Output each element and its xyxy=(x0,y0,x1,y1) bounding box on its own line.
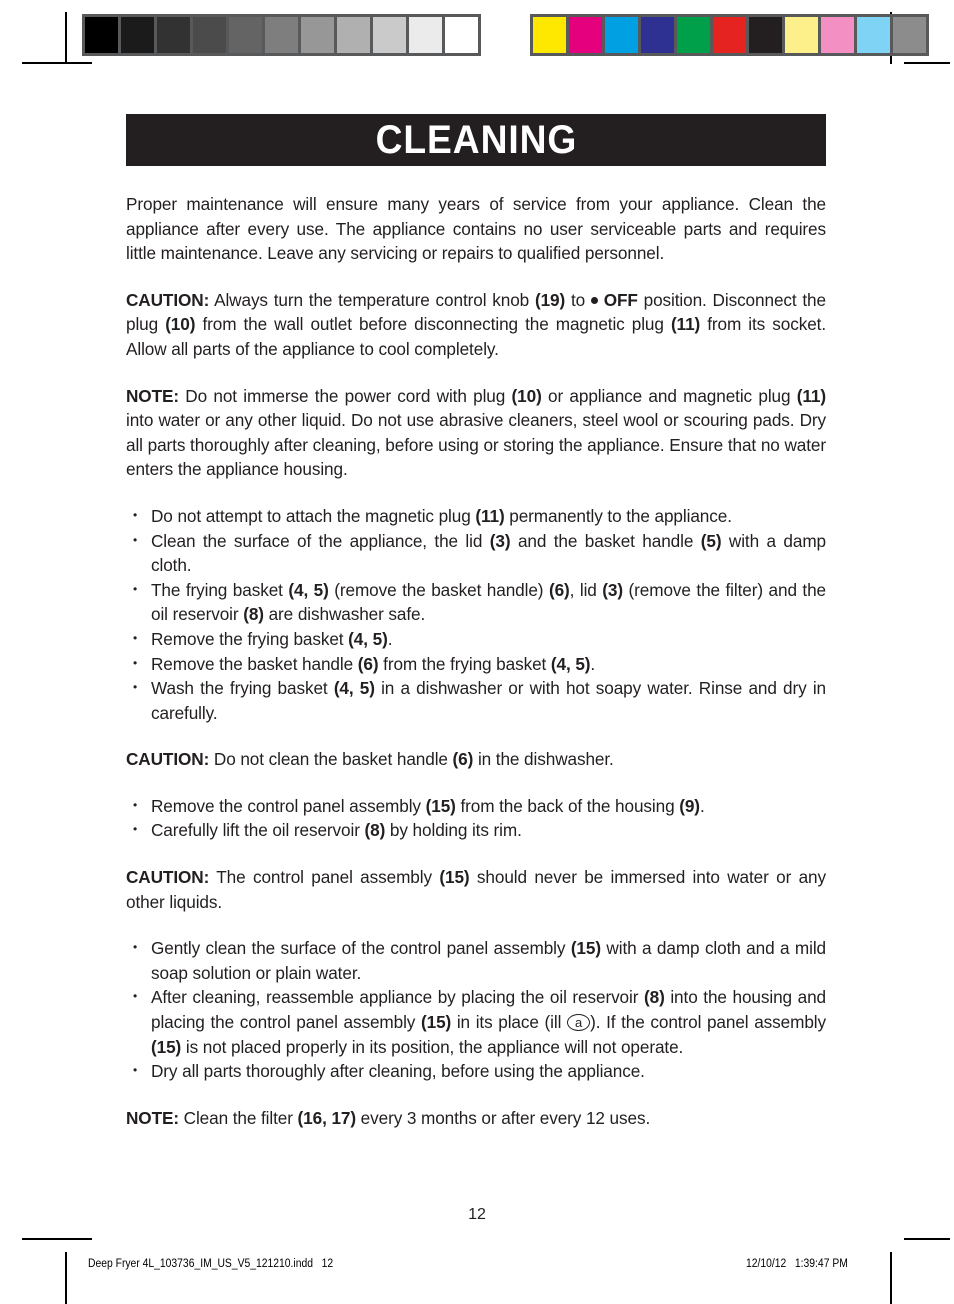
note-paragraph-2 xyxy=(126,1106,826,1131)
list-2-item-2-text-b: by holding its rim. xyxy=(385,820,522,841)
caution-1-text-e: from its socket. Allow all parts of the appliance to cool completely. xyxy=(126,314,827,359)
color-swatch-8 xyxy=(785,17,818,53)
footer-file-slug: Deep Fryer 4L_103736_IM_US_V5_121210.indd 12 xyxy=(88,1258,334,1270)
list-1-item-2-text-b: and the basket handle xyxy=(510,530,701,551)
list-item xyxy=(126,578,826,627)
list-3-item-2-text-b: into the housing and placing the control panel assembly xyxy=(151,987,826,1033)
note-1-text-a: Do not immerse the power cord with plug xyxy=(178,385,512,406)
color-swatch-10 xyxy=(857,17,890,53)
note-2-ref-16-17: (16, 17) xyxy=(297,1107,356,1128)
caution-1-ref-19: (19) xyxy=(534,289,566,310)
caution-paragraph-3 xyxy=(126,865,826,914)
color-swatch-5 xyxy=(677,17,710,53)
color-swatch-6 xyxy=(713,17,746,53)
page-content xyxy=(126,114,826,1130)
grayscale-swatch-8 xyxy=(337,17,370,53)
caution-2-ref-6: (6) xyxy=(452,749,474,770)
grayscale-swatch-5 xyxy=(229,17,262,53)
list-item xyxy=(126,936,826,985)
caution-1-text-c: position. Disconnect the plug xyxy=(126,289,826,335)
list-item xyxy=(126,504,826,529)
grayscale-swatch-1 xyxy=(85,17,118,53)
list-1-item-3-ref-a: (4, 5) xyxy=(288,579,329,600)
list-1-item-5-ref-b: (4, 5) xyxy=(550,653,591,674)
grayscale-calibration-bar xyxy=(82,14,481,56)
color-swatch-9 xyxy=(821,17,854,53)
list-1-item-2-text-a: Clean the surface of the appliance, the lid xyxy=(151,530,490,551)
list-1-item-3-ref-b: (6) xyxy=(548,579,570,600)
grayscale-swatch-9 xyxy=(373,17,406,53)
list-1-item-5-text-b: from the frying basket xyxy=(378,653,551,674)
list-item xyxy=(126,627,826,652)
list-1-item-6-text-a: Wash the frying basket xyxy=(151,678,334,699)
color-swatch-2 xyxy=(569,17,602,53)
grayscale-swatch-2 xyxy=(121,17,154,53)
list-1-item-4-text-b: . xyxy=(387,628,393,649)
list-1-item-3-text-c: , lid xyxy=(569,579,603,600)
color-swatch-3 xyxy=(605,17,638,53)
note-1-label: NOTE: xyxy=(126,385,179,406)
crop-mark-bottom-left-horizontal xyxy=(22,1238,92,1240)
list-1-item-1-ref: (11) xyxy=(475,505,505,526)
intro-paragraph xyxy=(126,192,826,266)
list-1-item-6-text-b: in a dishwasher or with hot soapy water. Rinse and dry in carefully. xyxy=(151,678,827,723)
list-item xyxy=(126,985,826,1059)
list-3-item-1-text-b: with a damp cloth and a mild soap solution or plain water. xyxy=(151,938,827,983)
caution-3-label: CAUTION: xyxy=(126,867,210,888)
list-1-item-3-text-d: (remove the filter) and the oil reservoir xyxy=(151,579,827,625)
list-3-item-2-text-c: in its place (ill xyxy=(451,1012,567,1033)
off-position-dot-icon xyxy=(591,297,598,304)
list-1-item-4-ref: (4, 5) xyxy=(348,628,388,649)
list-2-item-2-ref: (8) xyxy=(364,820,386,841)
caution-2-text-b: in the dishwasher. xyxy=(473,749,614,770)
caution-1-ref-11: (11) xyxy=(670,314,701,335)
caution-3-ref-15: (15) xyxy=(439,867,470,888)
list-item xyxy=(126,676,826,725)
crop-mark-bottom-right-horizontal xyxy=(904,1238,950,1240)
cleaning-steps-list-1 xyxy=(126,504,826,725)
footer-timestamp: 12/10/12 1:39:47 PM xyxy=(746,1258,848,1270)
note-2-text-b: every 3 months or after every 12 uses. xyxy=(355,1107,651,1128)
list-1-item-5-ref-a: (6) xyxy=(357,653,379,674)
list-1-item-3-text-a: The frying basket xyxy=(151,579,289,600)
page-title: CLEANING xyxy=(375,118,577,162)
list-1-item-2-ref-b: (5) xyxy=(700,530,722,551)
crop-mark-bottom-left-vertical xyxy=(65,1252,67,1304)
caution-paragraph-2 xyxy=(126,747,826,772)
color-swatch-7 xyxy=(749,17,782,53)
color-calibration-bar xyxy=(530,14,929,56)
list-item xyxy=(126,794,826,819)
note-paragraph-1 xyxy=(126,384,826,482)
grayscale-swatch-11 xyxy=(445,17,478,53)
grayscale-swatch-7 xyxy=(301,17,334,53)
caution-1-label: CAUTION: xyxy=(126,289,210,310)
caution-2-label: CAUTION: xyxy=(126,749,210,770)
note-2-text-a: Clean the filter xyxy=(178,1107,298,1128)
list-2-item-1-ref-a: (15) xyxy=(425,795,456,816)
color-swatch-1 xyxy=(533,17,566,53)
color-swatch-11 xyxy=(893,17,926,53)
list-3-item-2-text-e: is not placed properly in its position, the appliance will not operate. xyxy=(181,1036,684,1057)
list-1-item-3-ref-c: (3) xyxy=(602,579,624,600)
grayscale-swatch-6 xyxy=(265,17,298,53)
list-3-item-2-ref-c: (15) xyxy=(151,1036,182,1057)
cleaning-steps-list-2 xyxy=(126,794,826,843)
list-1-item-1-text-b: permanently to the appliance. xyxy=(504,505,732,526)
list-1-item-5-text-c: . xyxy=(590,653,596,674)
list-2-item-1-text-b: from the back of the housing xyxy=(455,795,680,816)
caution-1-off-label: OFF xyxy=(603,289,638,310)
list-2-item-1-ref-b: (9) xyxy=(679,795,700,816)
caution-3-text-a: The control panel assembly xyxy=(209,867,440,888)
list-1-item-3-ref-d: (8) xyxy=(243,604,264,625)
crop-mark-top-left-horizontal xyxy=(22,62,92,64)
list-3-item-3-text: Dry all parts thoroughly after cleaning, before using the appliance. xyxy=(151,1061,645,1082)
color-swatch-4 xyxy=(641,17,674,53)
page-number: 12 xyxy=(468,1206,486,1223)
list-3-item-1-ref: (15) xyxy=(570,938,601,959)
intro-text: Proper maintenance will ensure many years of service from your appliance. Clean the appliance after every use. The appliance contains no user serviceable parts and requires little maintenance. Leave any servicing or repairs to qualified personnel. xyxy=(126,194,826,264)
grayscale-swatch-10 xyxy=(409,17,442,53)
grayscale-swatch-4 xyxy=(193,17,226,53)
list-3-item-2-ref-a: (8) xyxy=(644,987,665,1008)
crop-mark-top-left-vertical xyxy=(65,12,67,64)
caution-1-text-a: Always turn the temperature control knob xyxy=(209,289,535,310)
note-2-label: NOTE: xyxy=(126,1107,179,1128)
caution-1-text-d: from the wall outlet before disconnecting the magnetic plug xyxy=(195,314,671,335)
list-2-item-2-text-a: Carefully lift the oil reservoir xyxy=(151,820,365,841)
illustration-ref-oval-a: a xyxy=(567,1014,590,1031)
list-item xyxy=(126,1059,826,1084)
cleaning-steps-list-3 xyxy=(126,936,826,1084)
list-item xyxy=(126,529,826,578)
list-1-item-3-text-e: are dishwasher safe. xyxy=(263,604,426,625)
caution-2-text-a: Do not clean the basket handle xyxy=(209,749,453,770)
list-1-item-1-text-a: Do not attempt to attach the magnetic plug xyxy=(151,505,476,526)
list-3-item-2-ref-b: (15) xyxy=(420,1012,452,1033)
caution-1-ref-10: (10) xyxy=(165,314,196,335)
list-1-item-2-ref-a: (3) xyxy=(489,530,511,551)
caution-3-text-b: should never be immersed into water or any other liquids. xyxy=(126,867,826,912)
list-2-item-1-text-a: Remove the control panel assembly xyxy=(151,795,426,816)
grayscale-swatch-3 xyxy=(157,17,190,53)
list-3-item-2-text-a: After cleaning, reassemble appliance by placing the oil reservoir xyxy=(151,987,644,1008)
note-1-ref-11: (11) xyxy=(796,385,826,406)
list-1-item-3-text-b: (remove the basket handle) xyxy=(328,579,549,600)
list-1-item-2-text-c: with a damp cloth. xyxy=(151,530,826,576)
note-1-text-b: or appliance and magnetic plug xyxy=(541,385,797,406)
list-1-item-6-ref: (4, 5) xyxy=(333,678,375,699)
list-1-item-4-text-a: Remove the frying basket xyxy=(151,628,349,649)
list-item xyxy=(126,818,826,843)
crop-mark-bottom-right-vertical xyxy=(890,1252,892,1304)
list-3-item-1-text-a: Gently clean the surface of the control panel assembly xyxy=(151,938,571,959)
caution-paragraph-1 xyxy=(126,288,826,362)
caution-1-text-b: to xyxy=(565,289,591,310)
note-1-ref-10: (10) xyxy=(511,385,542,406)
crop-mark-top-right-horizontal xyxy=(904,62,950,64)
note-1-text-c: into water or any other liquid. Do not use abrasive cleaners, steel wool or scouring pads. Dry all parts thoroughly after cleaning, before using or storing the appliance. Ensure that no water enters the appliance housing. xyxy=(126,410,826,480)
section-header-banner xyxy=(126,114,826,166)
list-item xyxy=(126,652,826,677)
list-3-item-2-text-d: ). If the control panel assembly xyxy=(590,1012,826,1033)
list-1-item-5-text-a: Remove the basket handle xyxy=(151,653,358,674)
list-2-item-1-text-c: . xyxy=(699,795,705,816)
